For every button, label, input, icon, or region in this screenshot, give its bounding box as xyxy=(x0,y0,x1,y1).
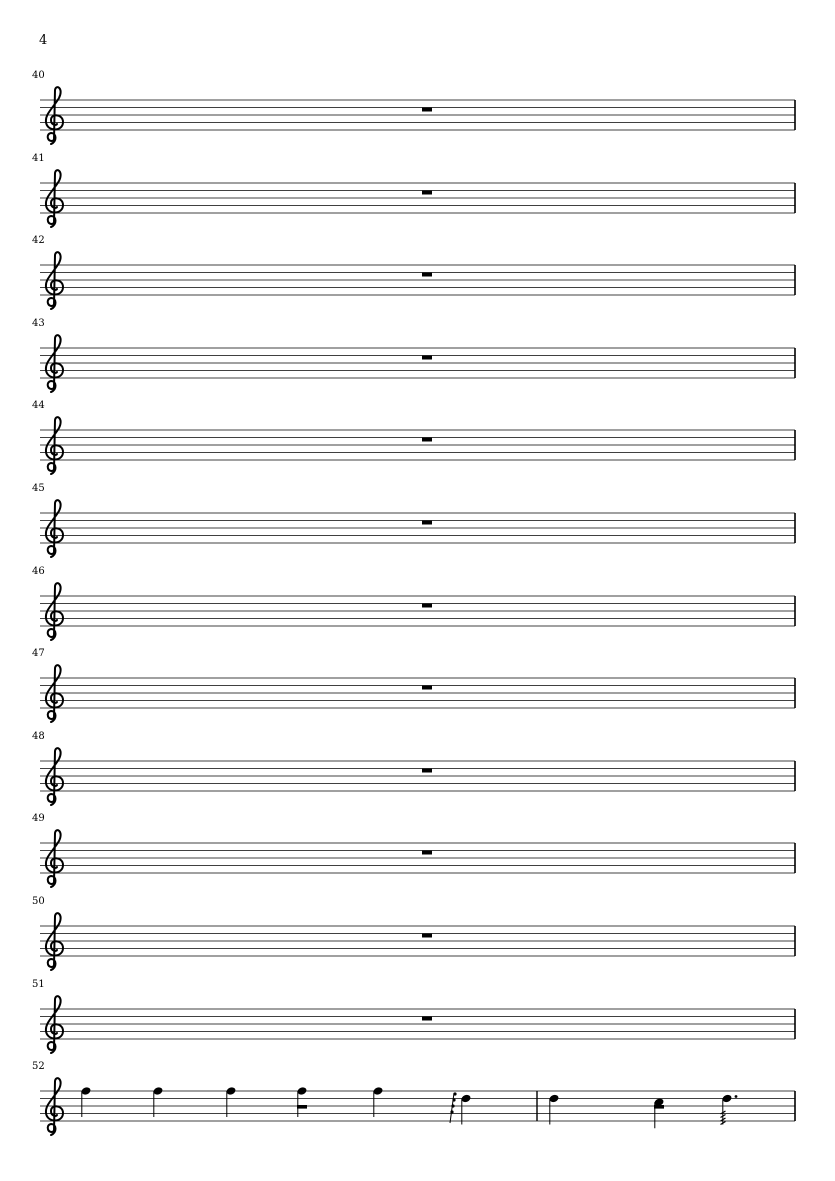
staff xyxy=(0,493,835,573)
treble-clef-icon xyxy=(46,87,63,144)
whole-rest-icon xyxy=(422,768,432,772)
whole-rest-icon xyxy=(422,1016,432,1020)
staff-system-43 xyxy=(0,317,835,408)
staff xyxy=(0,410,835,490)
staff-system-47 xyxy=(0,648,835,738)
page-number: 4 xyxy=(39,33,48,48)
measure-number: 46 xyxy=(32,565,45,577)
whole-rest-icon xyxy=(422,108,432,112)
treble-clef-icon xyxy=(46,418,63,475)
treble-clef-icon xyxy=(46,831,63,888)
treble-clef-icon xyxy=(46,500,63,557)
measure-number: 44 xyxy=(32,400,45,412)
measure-number: 48 xyxy=(32,730,45,742)
measure-number: 47 xyxy=(32,648,45,660)
whole-rest-icon xyxy=(422,273,432,277)
treble-clef-icon xyxy=(46,583,63,640)
treble-clef-icon xyxy=(46,665,63,722)
measure-number: 52 xyxy=(32,1061,45,1073)
staff-system-40 xyxy=(0,70,835,160)
dot xyxy=(735,1095,738,1098)
whole-rest-icon xyxy=(422,934,432,938)
staff xyxy=(0,741,835,821)
whole-rest-icon xyxy=(422,521,432,525)
treble-clef-icon xyxy=(46,170,63,227)
measure-number: 42 xyxy=(32,235,45,247)
whole-rest-icon xyxy=(422,438,432,442)
staff xyxy=(0,245,835,325)
half-rest-icon xyxy=(297,1105,307,1109)
staff xyxy=(0,80,835,160)
treble-clef-icon xyxy=(46,1078,63,1135)
staff xyxy=(0,989,835,1069)
measure-number: 50 xyxy=(32,896,45,907)
whole-rest-icon xyxy=(422,603,432,607)
staff xyxy=(0,658,835,738)
treble-clef-icon xyxy=(46,252,63,309)
treble-clef-icon xyxy=(46,335,63,392)
staff xyxy=(0,576,835,656)
staff xyxy=(0,823,835,903)
whole-rest-icon xyxy=(422,355,432,359)
whole-rest-icon xyxy=(422,190,432,194)
sixty-fourth-rest-icon xyxy=(450,1093,457,1124)
staff-system-45 xyxy=(0,483,835,573)
treble-clef-icon xyxy=(46,996,63,1053)
staff-system-51 xyxy=(0,978,835,1069)
staff-system-52 xyxy=(0,1061,835,1151)
staff xyxy=(0,906,835,986)
staff xyxy=(0,163,835,243)
treble-clef-icon xyxy=(46,748,63,805)
staff-system-42 xyxy=(0,235,835,325)
measure-number: 40 xyxy=(32,70,45,81)
measure-number: 43 xyxy=(32,317,45,329)
staff-system-46 xyxy=(0,565,835,656)
staff-system-44 xyxy=(0,400,835,490)
staff xyxy=(0,328,835,408)
whole-rest-icon xyxy=(422,686,432,690)
measure-number: 49 xyxy=(32,813,45,825)
measure-number: 51 xyxy=(32,978,45,990)
staff xyxy=(0,1071,835,1151)
staff-system-41 xyxy=(0,152,835,243)
measure-number: 41 xyxy=(32,152,45,164)
whole-rest-icon xyxy=(422,851,432,855)
measure-number: 45 xyxy=(32,483,45,494)
staff-system-48 xyxy=(0,730,835,821)
treble-clef-icon xyxy=(46,913,63,970)
staff-system-50 xyxy=(0,896,835,986)
staff-system-49 xyxy=(0,813,835,903)
